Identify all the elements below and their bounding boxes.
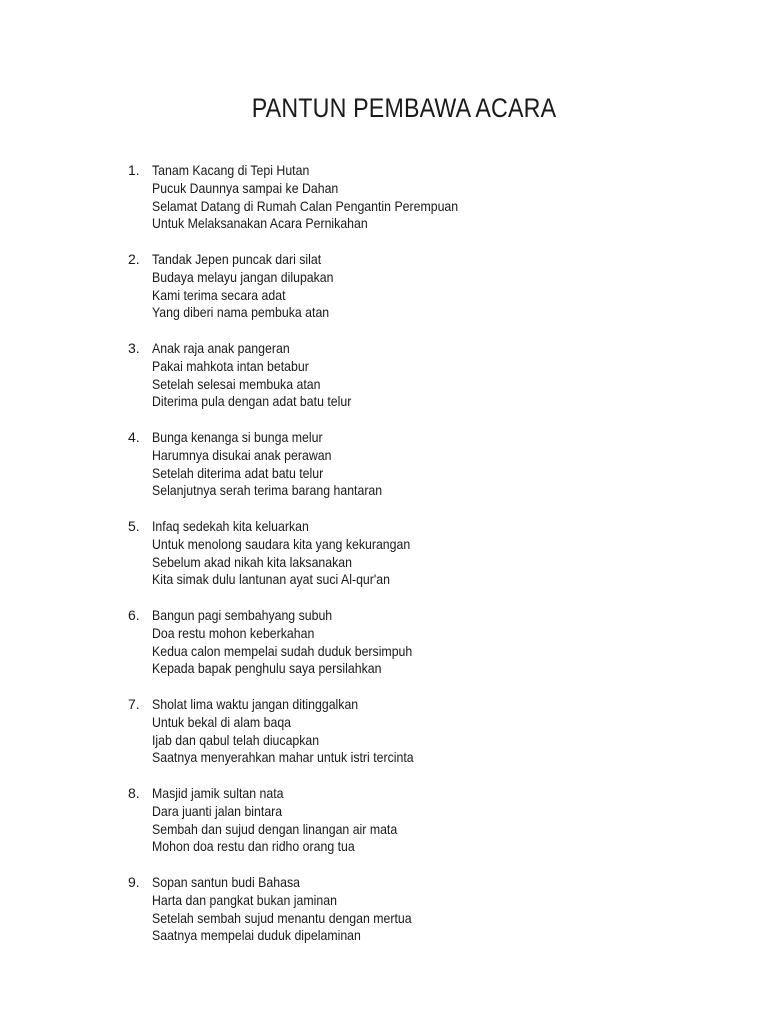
stanza-lines [152,785,431,856]
stanza-line: Sholat lima waktu jangan ditinggalkan [152,696,359,712]
stanza-number: 6. [128,607,140,623]
pantun-stanza-6 [128,607,688,696]
pantun-stanza-2 [128,251,688,340]
stanza-line: Tandak Jepen puncak dari silat [152,251,322,267]
stanza-line: Pucuk Daunnya sampai ke Dahan [152,179,339,196]
stanza-line: Ijab dan qabul telah diucapkan [152,731,320,748]
stanza-lines [152,429,414,500]
stanza-line: Harta dan pangkat bukan jaminan [152,891,337,908]
pantun-stanza-1 [128,162,688,251]
page-title: PANTUN PEMBAWA ACARA [251,93,557,123]
stanza-line: Bunga kenanga si bunga melur [152,429,323,445]
stanza-line: Doa restu mohon keberkahan [152,624,315,641]
stanza-lines [152,340,378,411]
stanza-line: Sembah dan sujud dengan linangan air mata [152,820,398,837]
stanza-line: Mohon doa restu dan ridho orang tua [152,838,355,855]
stanza-lines [152,518,445,589]
pantun-list [128,162,688,963]
pantun-stanza-5 [128,518,688,607]
stanza-line: Setelah sembah sujud menantu dengan mertua [152,909,412,926]
pantun-stanza-4 [128,429,688,518]
stanza-line: Untuk menolong saudara kita yang kekurangan [152,535,411,552]
stanza-number: 5. [128,518,140,534]
stanza-number: 8. [128,785,140,801]
stanza-lines [152,696,449,767]
stanza-line: Selanjutnya serah terima barang hantaran [152,482,383,499]
stanza-number: 4. [128,429,140,445]
stanza-line: Kami terima secara adat [152,286,286,303]
stanza-line: Anak raja anak pangeran [152,340,290,356]
stanza-line: Kita simak dulu lantunan ayat suci Al-qur'an [152,571,390,588]
stanza-line: Kedua calon mempelai sudah duduk bersimpuh [152,642,413,659]
stanza-number: 7. [128,696,140,712]
stanza-line: Setelah selesai membuka atan [152,375,321,392]
stanza-line: Pakai mahkota intan betabur [152,357,309,374]
stanza-line: Untuk Melaksanakan Acara Pernikahan [152,215,368,232]
stanza-line: Saatnya mempelai duduk dipelaminan [152,927,361,944]
stanza-line: Masjid jamik sultan nata [152,785,284,801]
stanza-number: 2. [128,251,140,267]
stanza-number: 1. [128,162,140,178]
stanza-line: Bangun pagi sembahyang subuh [152,607,333,623]
stanza-line: Diterima pula dengan adat batu telur [152,393,352,410]
stanza-line: Sebelum akad nikah kita laksanakan [152,553,352,570]
pantun-stanza-3 [128,340,688,429]
stanza-line: Setelah diterima adat batu telur [152,464,324,481]
stanza-line: Yang diberi nama pembuka atan [152,304,330,321]
stanza-line: Tanam Kacang di Tepi Hutan [152,162,310,178]
stanza-line: Saatnya menyerahkan mahar untuk istri tercinta [152,749,414,766]
stanza-line: Untuk bekal di alam baqa [152,713,292,730]
pantun-stanza-7 [128,696,688,785]
pantun-stanza-8 [128,785,688,874]
stanza-lines [152,251,358,322]
stanza-line: Dara juanti jalan bintara [152,802,283,819]
pantun-stanza-9 [128,874,688,963]
stanza-lines [152,162,500,233]
stanza-line: Sopan santun budi Bahasa [152,874,300,890]
stanza-line: Budaya melayu jangan dilupakan [152,268,334,285]
stanza-lines [152,874,447,945]
stanza-line: Harumnya disukai anak perawan [152,446,332,463]
stanza-line: Selamat Datang di Rumah Calan Pengantin Perempuan [152,197,459,214]
stanza-lines [152,607,448,678]
stanza-line: Kepada bapak penghulu saya persilahkan [152,660,382,677]
stanza-line: Infaq sedekah kita keluarkan [152,518,309,534]
stanza-number: 3. [128,340,140,356]
stanza-number: 9. [128,874,140,890]
